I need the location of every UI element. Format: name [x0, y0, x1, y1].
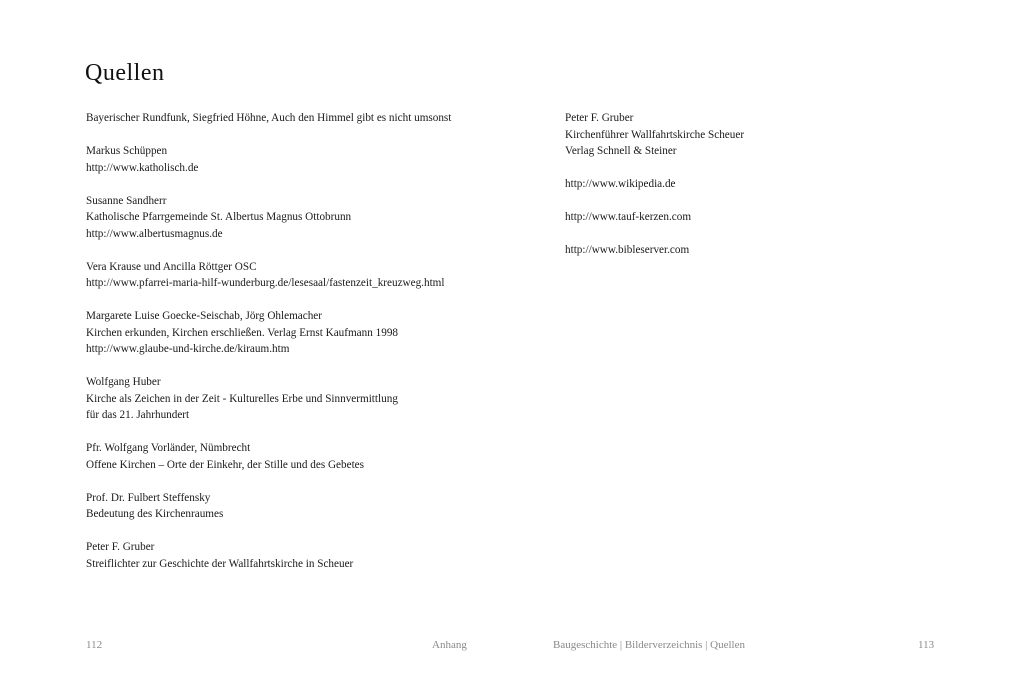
source-text: Bayerischer Rundfunk, Siegfried Höhne, Auch den Himmel gibt es nicht umsonst — [86, 112, 452, 124]
page-number-left: 112 — [86, 639, 103, 651]
source-text: Kirche als Zeichen in der Zeit - Kulturelles Erbe und Sinnvermittlung — [86, 392, 398, 405]
source-text: Peter F. Gruber — [86, 541, 155, 553]
sources-right-column — [565, 110, 945, 275]
page-title: Quellen — [85, 60, 165, 86]
source-text: Markus Schüppen — [86, 145, 168, 157]
source-text: Vera Krause und Ancilla Röttger OSC — [86, 260, 257, 273]
source-url: http://www.albertusmagnus.de — [86, 227, 223, 240]
source-entry — [86, 193, 546, 243]
source-text: Wolfgang Huber — [86, 376, 161, 388]
source-entry — [86, 308, 546, 358]
source-url: http://www.bibleserver.com — [565, 244, 690, 256]
source-text: Katholische Pfarrgemeinde St. Albertus Magnus Ottobrunn — [86, 211, 352, 223]
source-text: Prof. Dr. Fulbert Steffensky — [86, 491, 211, 504]
source-url: http://www.tauf-kerzen.com — [565, 211, 692, 223]
footer-navigation: Baugeschichte | Bilderverzeichnis | Quellen — [553, 639, 745, 651]
page-number-right: 113 — [918, 639, 935, 651]
source-entry — [86, 259, 546, 292]
source-text: Peter F. Gruber — [565, 112, 634, 124]
source-url: http://www.pfarrei-maria-hilf-wunderburg.de/lesesaal/fastenzeit_kreuzweg.html — [86, 277, 445, 289]
source-url: http://www.wikipedia.de — [565, 178, 676, 190]
source-entry — [565, 209, 945, 226]
source-text: Kirchenführer Wallfahrtskirche Scheuer — [565, 128, 745, 141]
source-entry — [565, 110, 945, 160]
source-text: für das 21. Jahrhundert — [86, 409, 190, 421]
sources-left-column — [86, 110, 546, 589]
footer-section-label: Anhang — [432, 639, 467, 651]
source-entry — [86, 440, 546, 473]
source-text: Verlag Schnell & Steiner — [565, 145, 677, 157]
source-text: Pfr. Wolfgang Vorländer, Nümbrecht — [86, 442, 251, 454]
source-text: Bedeutung des Kirchenraumes — [86, 508, 224, 520]
source-text: Susanne Sandherr — [86, 194, 167, 207]
source-url: http://www.glaube-und-kirche.de/kiraum.htm — [86, 343, 290, 355]
source-text: Offene Kirchen – Orte der Einkehr, der Stille und des Gebetes — [86, 458, 365, 471]
source-entry — [86, 490, 546, 523]
source-entry — [565, 242, 945, 259]
source-entry — [86, 110, 546, 127]
source-entry — [86, 374, 546, 424]
source-text: Streiflichter zur Geschichte der Wallfahrtskirche in Scheuer — [86, 557, 354, 570]
source-url: http://www.katholisch.de — [86, 161, 199, 174]
source-entry — [86, 539, 546, 572]
source-entry — [86, 143, 546, 176]
source-text: Margarete Luise Goecke-Seischab, Jörg Ohlemacher — [86, 310, 322, 322]
source-text: Kirchen erkunden, Kirchen erschließen. Verlag Ernst Kaufmann 1998 — [86, 326, 399, 339]
source-entry — [565, 176, 945, 193]
